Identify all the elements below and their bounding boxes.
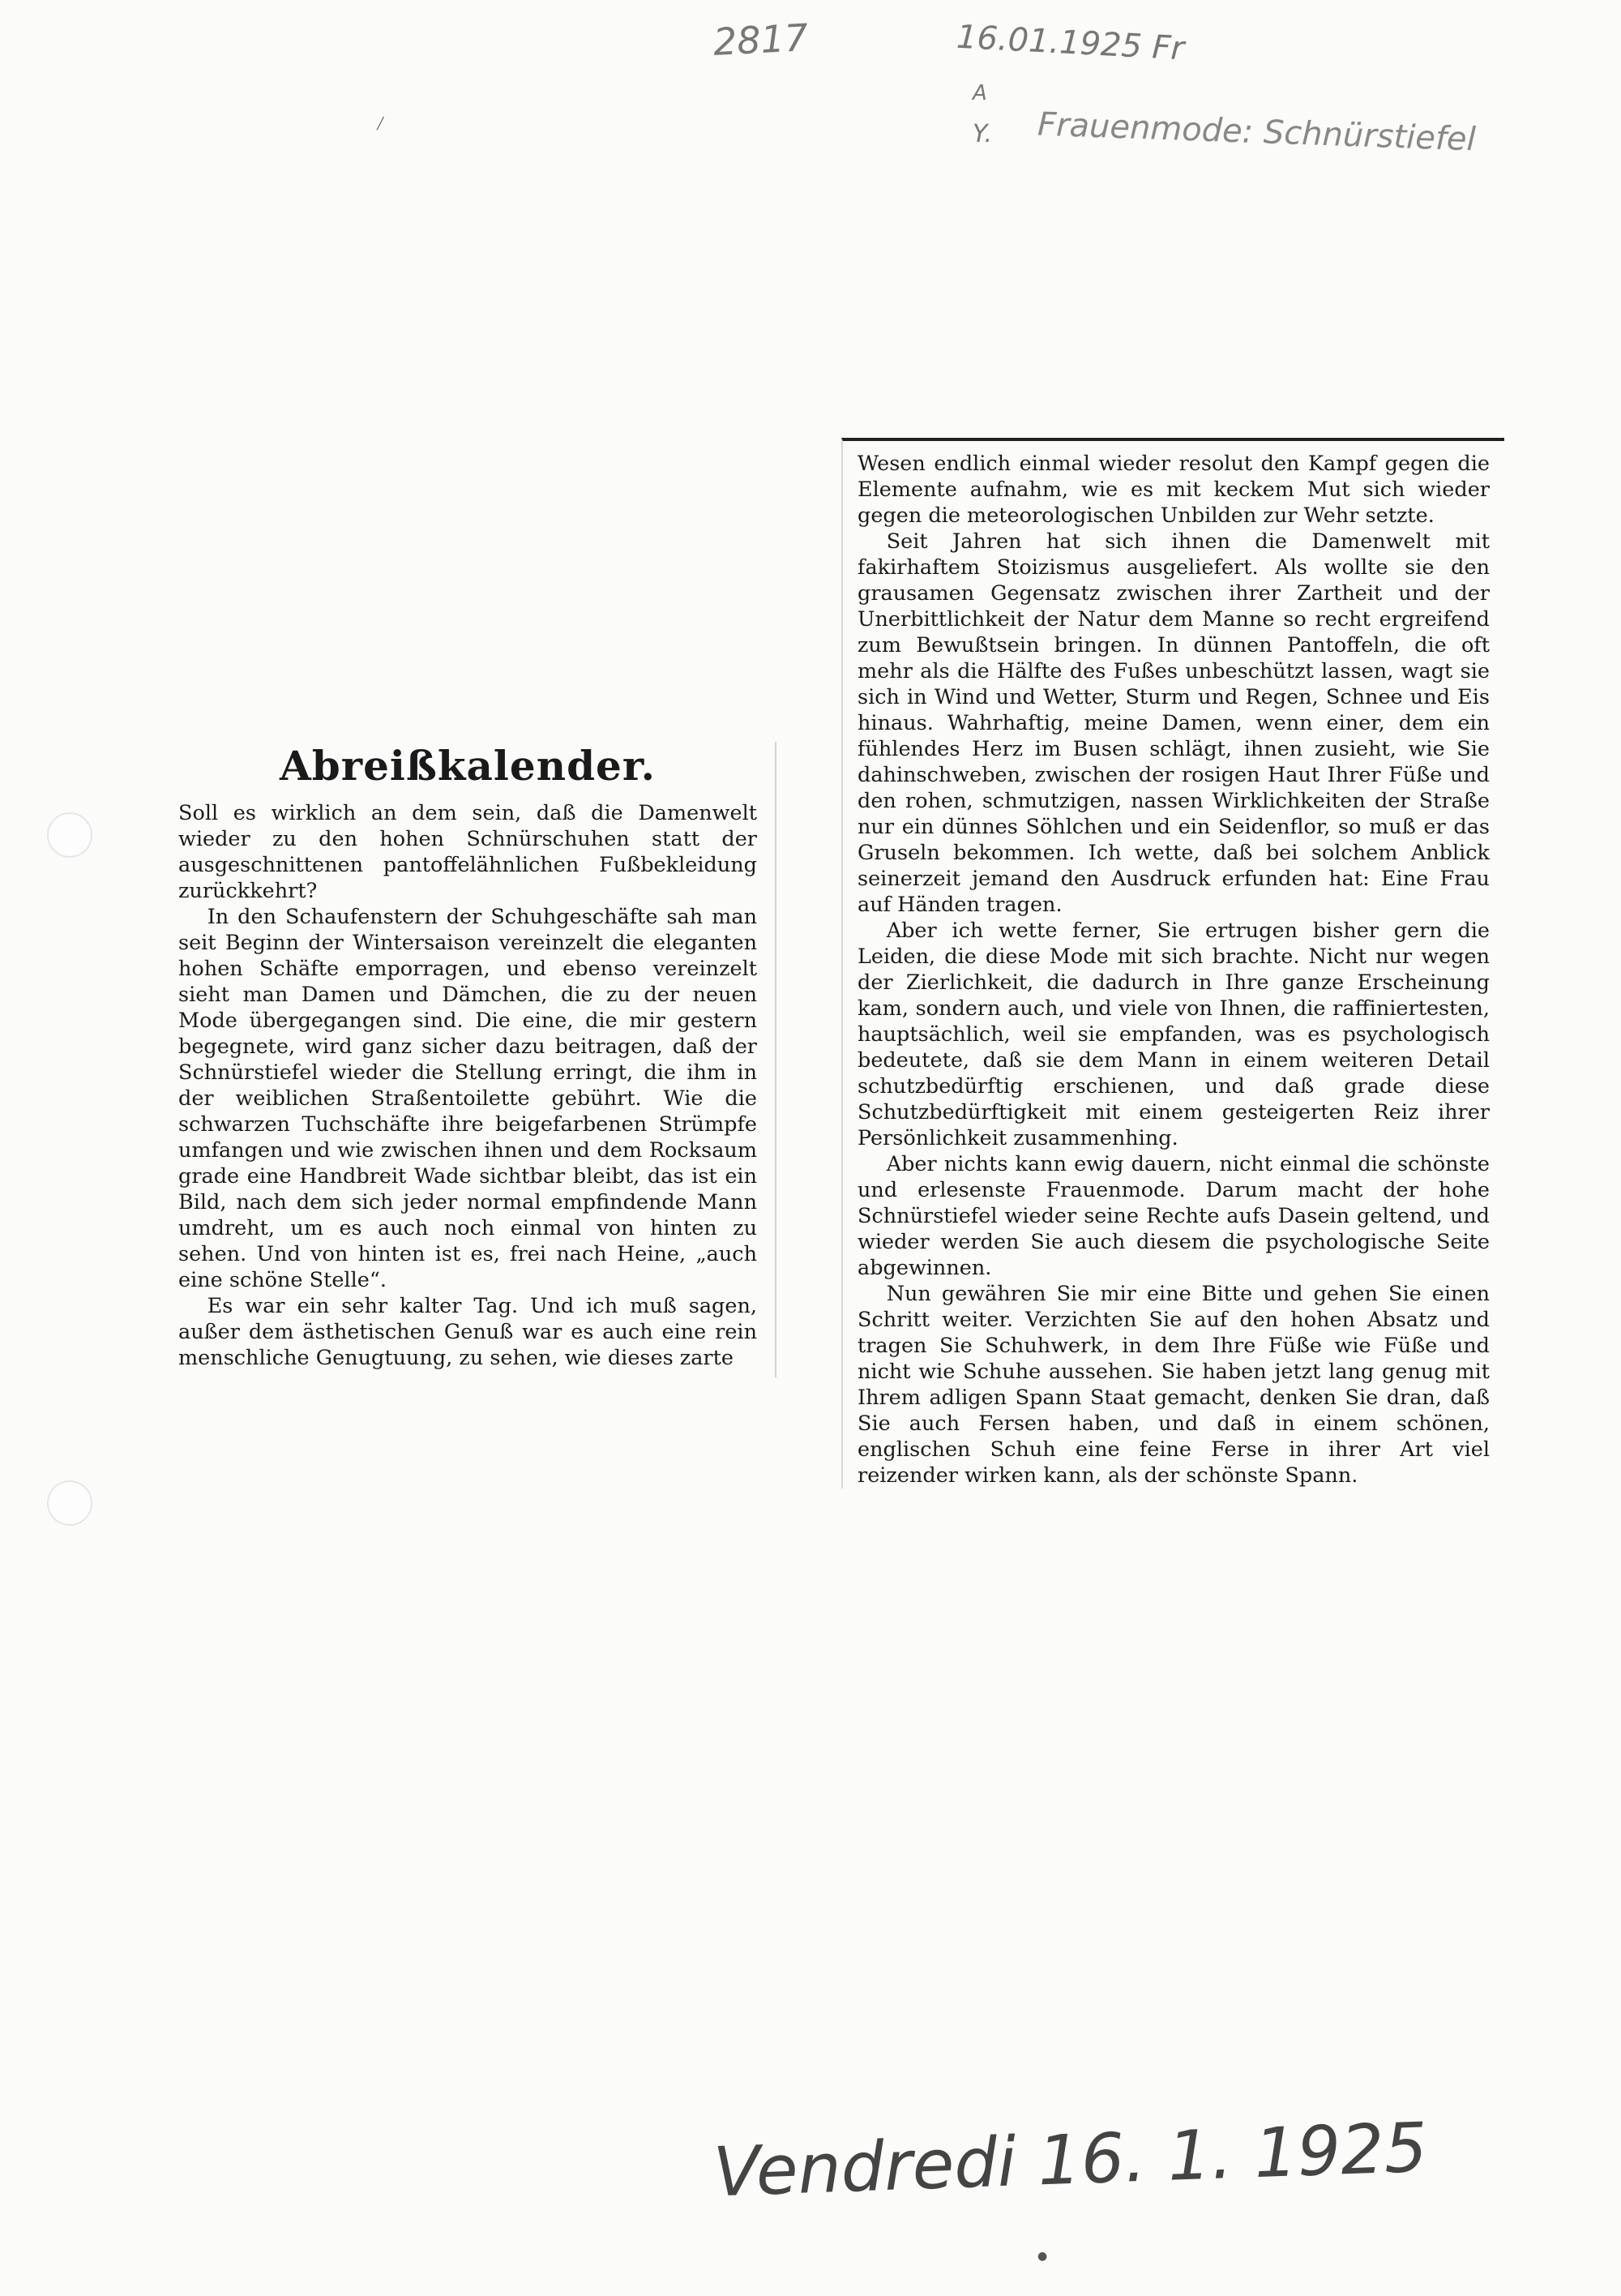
paragraph: Aber nichts kann ewig dauern, nicht einmal die schönste und erlesenste Frauenmode. Darum macht der hohe Schnürstiefel wieder seine Rechte aufs Dasein geltend, und wieder werden Sie auch diesem die psychologische Seite abgewinnen. — [858, 1152, 1490, 1280]
paragraph: Aber ich wette ferner, Sie ertrugen bisher gern die Leiden, die diese Mode mit sich brachte. Nicht nur wegen der Zierlichkeit, die dadurch in Ihre ganze Erscheinung kam, sondern auch, und viele von Ihnen, die raffiniertesten, hauptsächlich, weil sie empfanden, was es psychologisch bedeutete, daß sie dem Mann in einem weiteren Detail schutzbedürftig erschienen, und daß grade diese Schutzbedürftigkeit mit einem gesteigerten Reiz ihrer Persönlichkeit zusammenhing. — [858, 919, 1490, 1150]
paragraph: Es war ein sehr kalter Tag. Und ich muß sagen, außer dem ästhetischen Genuß war es auch eine rein menschliche Genugtuung, zu sehen, wie dieses zarte — [178, 1294, 757, 1370]
article-right-column — [841, 438, 1504, 1489]
punch-hole — [47, 812, 92, 858]
ink-speck: ╱ — [377, 118, 384, 131]
article-title: Abreißkalender. — [279, 742, 657, 790]
paragraph: Soll es wirklich an dem sein, daß die Damenwelt wieder zu den hohen Schnürschuhen statt der ausgeschnittenen pantoffelähnlichen Fußbekleidung zurückkehrt? — [178, 801, 757, 903]
paragraph: In den Schaufenstern der Schuhgeschäfte sah man seit Beginn der Wintersaison vereinzelt die eleganten hohen Schäfte emporragen, und ebenso vereinzelt sieht man Damen und Dämchen, die zu der neuen Mode übergegangen sind. Die eine, die mir gestern begegnete, wird ganz sicher dazu beitragen, daß der Schnürstiefel wieder die Stellung erringt, die ihm in der weiblichen Straßentoilette gebührt. Wie die schwarzen Tuchschäfte ihre beigefarbenen Strümpfe umfangen und wie zwischen ihnen und dem Rocksaum grade eine Handbreit Wade sichtbar bleibt, das ist ein Bild, nach dem sich jeder normal empfindende Mann umdreht, um es auch noch einmal von hinten zu sehen. Und von hinten ist es, frei nach Heine, „auch eine schöne Stelle“. — [178, 905, 757, 1292]
paragraph: Wesen endlich einmal wieder resolut den Kampf gegen die Elemente aufnahm, wie es mit keckem Mut sich wieder gegen die meteorologischen Unbilden zur Wehr setzte. — [858, 452, 1490, 528]
topic-annotation: Frauenmode: Schnürstiefel — [1037, 105, 1477, 159]
punch-hole — [47, 1480, 92, 1526]
mark-a-annotation: A — [973, 81, 987, 105]
mark-y-annotation: Y. — [973, 120, 992, 148]
ink-speck: ● — [1037, 2250, 1048, 2263]
handwritten-date: Vendredi 16. 1. 1925 — [712, 2107, 1429, 2212]
article-left-column — [172, 742, 776, 1377]
paragraph: Nun gewähren Sie mir eine Bitte und gehen Sie einen Schritt weiter. Verzichten Sie auf den hohen Absatz und tragen Sie Schuhwerk, in dem Ihre Füße wie Füße und nicht wie Schuhe aussehen. Sie haben jetzt lang genug mit Ihrem adligen Spann Staat gemacht, denken Sie dran, daß Sie auch Fersen haben, und daß in einem schönen, englischen Schuh eine feine Ferse in ihrer Art viel reizender wirken kann, als der schönste Spann. — [858, 1282, 1490, 1488]
archive-number-annotation: 2817 — [712, 15, 810, 65]
date-annotation: 16.01.1925 Fr — [955, 18, 1186, 68]
paragraph: Seit Jahren hat sich ihnen die Damenwelt mit fakirhaftem Stoizismus ausgeliefert. Als wollte sie den grausamen Gegensatz zwischen ihrer Zartheit und der Unerbittlichkeit der Natur dem Manne so recht ergreifend zum Bewußtsein bringen. In dünnen Pantoffeln, die oft mehr als die Hälfte des Fußes unbeschützt lassen, wagt sie sich in Wind und Wetter, Sturm und Regen, Schnee und Eis hinaus. Wahrhaftig, meine Damen, wenn einer, dem ein fühlendes Herz im Busen schlägt, ihnen zusieht, wie Sie dahinschweben, zwischen der rosigen Haut Ihrer Füße und den rohen, schmutzigen, nassen Wirklichkeiten der Straße nur ein dünnes Söhlchen und ein Seidenflor, so muß er das Gruseln bekommen. Ich wette, daß bei solchem Anblick seinerzeit jemand den Ausdruck erfunden hat: Eine Frau auf Händen tragen. — [858, 529, 1490, 917]
